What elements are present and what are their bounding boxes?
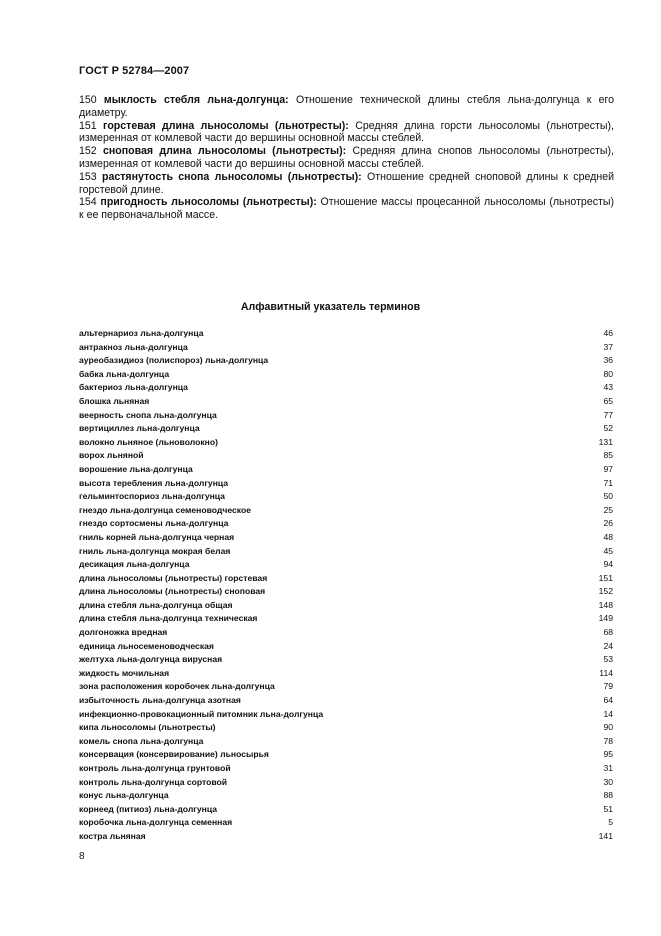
index-entry-number: 65 xyxy=(603,395,613,406)
index-entry xyxy=(79,667,613,681)
index-entry-term: ворох льняной xyxy=(79,450,144,461)
index-entry-number: 148 xyxy=(598,599,613,610)
definition-term: пригодность льносоломы (льнотресты): xyxy=(100,196,317,209)
index-entry xyxy=(79,694,613,708)
index-entry-number: 90 xyxy=(603,722,613,733)
index-entry-term: веерность снопа льна-долгунца xyxy=(79,409,217,420)
index-entry-term: долгоножка вредная xyxy=(79,627,168,638)
definition-text: Средняя длина снопов льносоломы (льнотресты), измеренная от комлевой части до вершины основной массы стеблей. xyxy=(79,145,614,170)
index-entry-number: 77 xyxy=(603,409,613,420)
index-entry-number: 141 xyxy=(598,830,613,841)
definition-number: 150 xyxy=(79,94,97,106)
index-entry-term: бабка льна-долгунца xyxy=(79,368,170,379)
index-entry-term: кипа льносоломы (льнотресты) xyxy=(79,722,216,733)
definition-text: Отношение массы процесанной льносоломы (льнотресты) к ее первоначальной массе. xyxy=(79,196,614,222)
index-entry-number: 114 xyxy=(599,667,613,678)
definitions-section xyxy=(79,94,614,222)
index-entry-number: 94 xyxy=(603,559,613,570)
index-entry xyxy=(79,517,613,531)
index-entry-term: избыточность льна-долгунца азотная xyxy=(79,695,241,706)
definition-150 xyxy=(79,94,614,120)
index-entry-term: вертициллез льна-долгунца xyxy=(79,423,200,434)
index-entry-term: гнездо сортосмены льна-долгунца xyxy=(79,518,229,529)
index-entry-term: коробочка льна-долгунца семенная xyxy=(79,817,233,828)
index-entry-number: 30 xyxy=(603,776,613,787)
index-entry xyxy=(79,626,613,640)
index-entry-term: гниль корней льна-долгунца черная xyxy=(79,531,235,542)
index-entry-term: длина льносоломы (льнотресты) сноповая xyxy=(79,586,266,597)
index-entry xyxy=(79,735,613,749)
index-entry-number: 14 xyxy=(603,708,613,719)
index-entry-number: 46 xyxy=(603,328,613,338)
index-entry xyxy=(79,409,613,423)
index-entry xyxy=(79,422,613,436)
index-entry-term: корнеед (питиоз) льна-долгунца xyxy=(79,803,218,814)
index-entry-term: контроль льна-долгунца сортовой xyxy=(79,776,228,787)
index-entry xyxy=(79,558,613,572)
index-entry-number: 25 xyxy=(603,504,613,515)
index-entry-number: 5 xyxy=(608,817,613,828)
definition-number: 154 xyxy=(79,196,97,209)
index-entry-term: комель снопа льна-долгунца xyxy=(79,735,204,746)
index-entry-term: гниль льна-долгунца мокрая белая xyxy=(79,545,231,556)
index-entry xyxy=(79,776,613,790)
definition-number: 152 xyxy=(79,145,97,158)
index-entry xyxy=(79,803,613,817)
index-entry xyxy=(79,327,613,341)
index-entry-term: длина стебля льна-долгунца техническая xyxy=(79,613,258,624)
index-entry-term: волокно льняное (льноволокно) xyxy=(79,436,218,447)
index-entry-number: 152 xyxy=(598,586,613,597)
index-entry-term: жидкость мочильная xyxy=(79,667,170,678)
index-entry xyxy=(79,504,613,518)
index-entry-term: гельминтоспориоз льна-долгунца xyxy=(79,491,225,502)
index-entry-number: 79 xyxy=(603,681,613,692)
index-entry-number: 48 xyxy=(603,531,613,542)
index-entry-number: 88 xyxy=(603,790,613,801)
index-entry-term: длина стебля льна-долгунца общая xyxy=(79,599,233,610)
index-entry xyxy=(79,585,613,599)
index-entry-number: 50 xyxy=(603,491,613,502)
index-entry xyxy=(79,436,613,450)
definition-153 xyxy=(79,171,614,197)
index-entry-number: 24 xyxy=(603,640,613,651)
definition-term: растянутость снопа льносоломы (льнотресты): xyxy=(101,170,362,183)
index-entry-term: костра льняная xyxy=(79,830,146,841)
index-entry-number: 37 xyxy=(603,341,613,352)
index-entry-term: антракноз льна-долгунца xyxy=(79,341,188,352)
index-entry-term: консервация (консервирование) льносырья xyxy=(79,749,269,760)
index-entry-term: гнездо льна-долгунца семеноводческое xyxy=(79,504,251,515)
index-entry xyxy=(79,612,613,626)
index-entry-number: 52 xyxy=(603,423,613,434)
index-entry-term: контроль льна-долгунца грунтовой xyxy=(79,763,231,773)
definition-text: Средняя длина горсти льносоломы (льнотресты), измеренная от комлевой части до вершины основной массы стеблей. xyxy=(79,119,614,145)
index-entry-number: 71 xyxy=(603,477,613,488)
index-title: Алфавитный указатель терминов xyxy=(240,301,421,313)
index-entry xyxy=(79,640,613,654)
index-entry-number: 51 xyxy=(603,803,613,814)
index-entry-number: 68 xyxy=(603,627,613,638)
index-entry-number: 131 xyxy=(598,436,613,447)
index-entry-number: 97 xyxy=(603,463,613,474)
definition-number: 151 xyxy=(79,119,97,132)
index-entry xyxy=(79,762,613,776)
index-entry xyxy=(79,463,613,477)
index-entry-term: высота теребления льна-долгунца xyxy=(79,477,229,488)
index-entry-number: 43 xyxy=(603,382,613,393)
index-entry xyxy=(79,572,613,586)
index-entry-number: 151 xyxy=(598,572,613,583)
definition-term: мыклость стебля льна-долгунца: xyxy=(103,94,289,106)
index-entry-number: 53 xyxy=(603,654,613,665)
term-index-list xyxy=(79,327,613,844)
index-entry xyxy=(79,789,613,803)
index-entry-term: десикация льна-долгунца xyxy=(79,559,190,570)
index-entry xyxy=(79,477,613,491)
index-entry-term: единица льносеменоводческая xyxy=(79,640,214,651)
index-entry xyxy=(79,449,613,463)
definition-term: горстевая длина льносоломы (льнотресты): xyxy=(103,119,349,132)
index-entry-term: бактериоз льна-долгунца xyxy=(79,382,188,393)
index-entry-term: ауреобазидиоз (полиспороз) льна-долгунца xyxy=(79,355,269,366)
index-entry-term: ворошение льна-долгунца xyxy=(79,463,193,474)
index-entry xyxy=(79,531,613,545)
index-entry-term: зона расположения коробочек льна-долгунца xyxy=(79,681,275,692)
definition-151 xyxy=(79,120,614,146)
index-entry-term: желтуха льна-долгунца вирусная xyxy=(79,654,223,665)
definition-152 xyxy=(79,145,614,171)
index-entry-number: 64 xyxy=(603,695,613,706)
definition-154 xyxy=(79,196,614,222)
index-entry xyxy=(79,341,613,355)
index-entry-term: альтернариоз льна-долгунца xyxy=(79,328,204,338)
index-entry-term: блошка льняная xyxy=(79,395,150,406)
index-entry-number: 80 xyxy=(603,368,613,379)
index-entry xyxy=(79,381,613,395)
index-entry-number: 95 xyxy=(603,749,613,760)
document-header: ГОСТ Р 52784—2007 xyxy=(79,65,190,77)
page-number: 8 xyxy=(79,851,85,862)
index-entry xyxy=(79,748,613,762)
index-entry-term: конус льна-долгунца xyxy=(79,790,169,801)
index-entry xyxy=(79,816,613,830)
index-entry xyxy=(79,830,613,844)
index-entry-number: 78 xyxy=(603,735,613,746)
index-entry-number: 149 xyxy=(598,613,613,624)
index-entry-number: 45 xyxy=(603,545,613,556)
index-entry-term: инфекционно-провокационный питомник льна-долгунца xyxy=(79,708,324,719)
definition-term: сноповая длина льносоломы (льнотресты): xyxy=(103,145,347,158)
definition-number: 153 xyxy=(79,170,97,183)
definition-text: Отношение технической длины стебля льна-долгунца к его диаметру. xyxy=(79,94,614,119)
index-entry-number: 36 xyxy=(603,355,613,366)
index-entry-number: 85 xyxy=(603,450,613,461)
index-entry xyxy=(79,545,613,559)
index-entry xyxy=(79,708,613,722)
index-entry xyxy=(79,653,613,667)
index-entry xyxy=(79,368,613,382)
index-entry-term: длина льносоломы (льнотресты) горстевая xyxy=(79,572,268,583)
index-entry xyxy=(79,721,613,735)
index-entry xyxy=(79,680,613,694)
definition-text: Отношение средней сноповой длины к средней горстевой длине. xyxy=(79,170,614,196)
index-entry xyxy=(79,395,613,409)
index-entry-number: 31 xyxy=(603,763,613,773)
index-entry xyxy=(79,354,613,368)
index-entry xyxy=(79,490,613,504)
index-entry xyxy=(79,599,613,613)
index-entry-number: 26 xyxy=(603,518,613,529)
